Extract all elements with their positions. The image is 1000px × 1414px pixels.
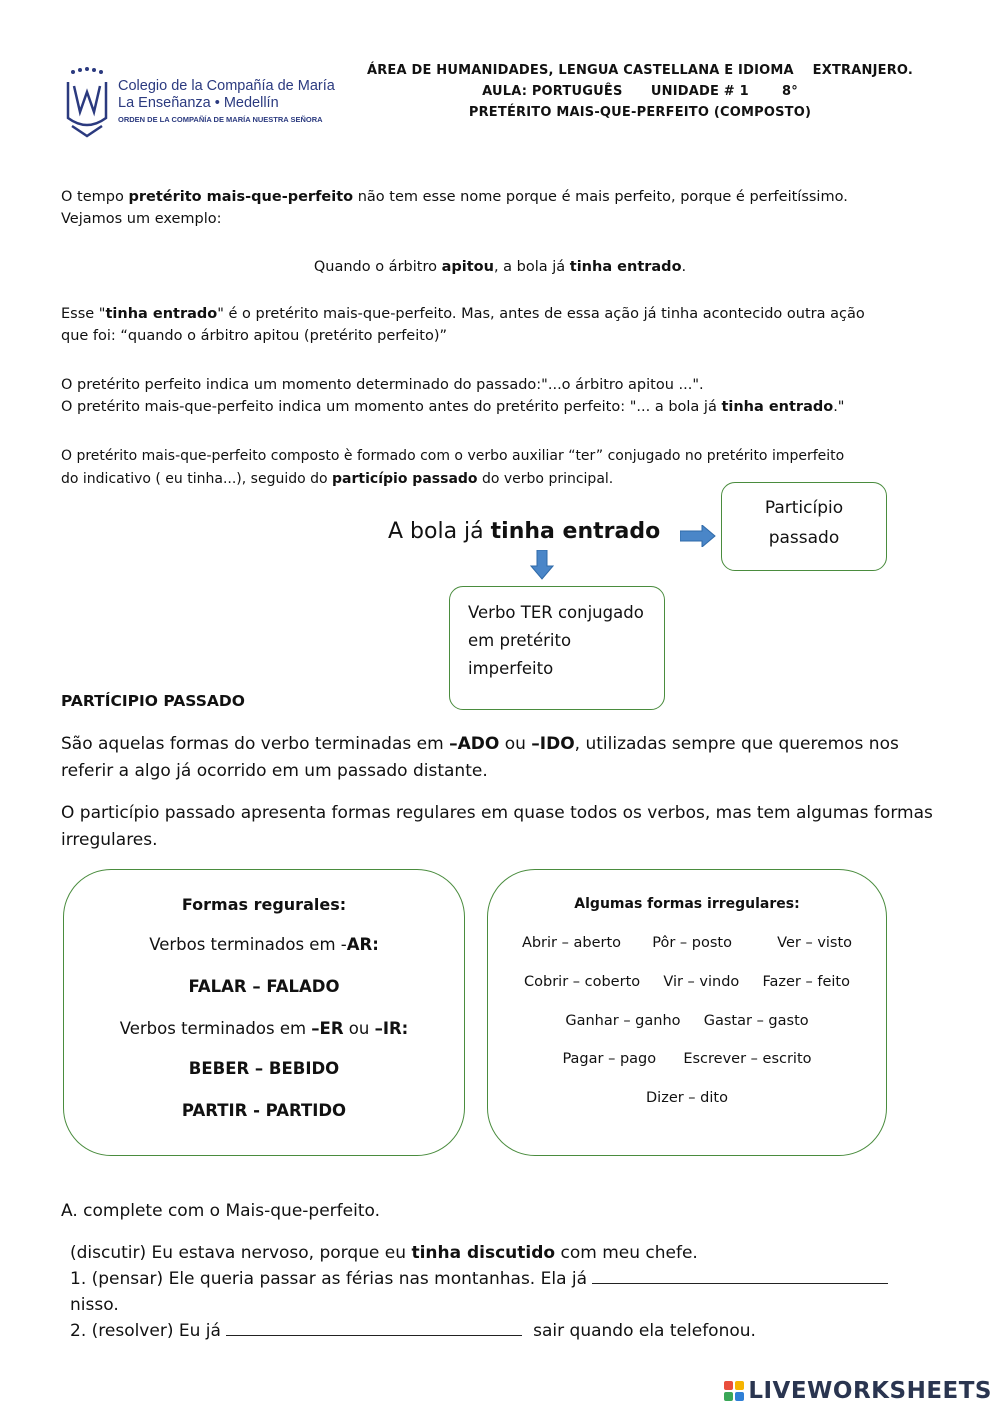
intro-paragraph-2: Esse "tinha entrado" é o pretérito mais-que-perfeito. Mas, antes de essa ação já tinha acontecido outra ação que foi: “quando o árbitro apitou (pretérito perfeito)”: [61, 306, 865, 344]
intro-paragraph-4: O pretérito mais-que-perfeito composto è formado com o verbo auxiliar “ter” conjugado no pretérito imperfeito do indicativo ( eu tinha...), seguido do particípio passado do verbo principal.: [61, 448, 845, 487]
header-course: AULA: PORTUGUÊS UNIDADE # 1 8°: [482, 84, 798, 99]
irregular-item: Fazer – feito: [762, 974, 850, 990]
regular-example-beber: BEBER – BEBIDO: [188, 1059, 340, 1078]
liveworksheets-logo: [724, 1378, 992, 1404]
exercise-question-2: 2. (resolver) Eu já sair quando ela telefonou.: [70, 1321, 756, 1341]
participio-paragraph-2: O particípio passado apresenta formas regulares em quase todos os verbos, mas tem algumas formas irregulares.: [61, 803, 933, 850]
regular-example-partir: PARTIR - PARTIDO: [181, 1101, 347, 1120]
diagram-sentence: A bola já tinha entrado: [388, 519, 661, 544]
header-topic: PRETÉRITO MAIS-QUE-PERFEITO (COMPOSTO): [468, 105, 812, 120]
irregular-row-3: [488, 1009, 886, 1033]
logo-line-1: Colegio de la Compañía de María: [118, 78, 335, 94]
header-block: [320, 60, 960, 123]
liveworksheets-icon: [724, 1381, 744, 1401]
irregular-item: Pagar – pago: [562, 1051, 657, 1067]
irregular-item: Dizer – dito: [646, 1090, 728, 1106]
participio-box: [721, 482, 887, 571]
right-arrow-icon: [680, 525, 716, 547]
irregular-forms-title: Algumas formas irregulares:: [574, 896, 800, 912]
school-logo: [62, 62, 335, 140]
regular-forms-box: [63, 869, 465, 1156]
irregular-item: Ver – visto: [777, 935, 853, 951]
participio-paragraph-1: São aquelas formas do verbo terminadas em –ADO ou –IDO, utilizadas sempre que queremos nos referir a algo já ocorrido em um passado distante.: [61, 734, 899, 781]
answer-blank-1[interactable]: [592, 1283, 888, 1284]
regular-forms-title: Formas regurales:: [181, 895, 347, 914]
logo-line-3: ORDEN DE LA COMPAÑÍA DE MARÍA NUESTRA SEÑORA: [118, 115, 323, 124]
intro-paragraph-1: O tempo pretérito mais-que-perfeito não tem esse nome porque é mais perfeito, porque é perfeitíssimo. Vejamos um exemplo:: [61, 189, 848, 227]
answer-blank-2[interactable]: [226, 1335, 522, 1336]
liveworksheets-brand: LIVEWORKSHEETS: [748, 1378, 992, 1404]
irregular-row-1: [488, 931, 886, 955]
irregular-item: Cobrir – coberto: [524, 974, 641, 990]
exercise-example: (discutir) Eu estava nervoso, porque eu tinha discutido com meu chefe.: [70, 1243, 698, 1263]
verbo-ter-box: [449, 586, 665, 710]
irregular-item: Abrir – aberto: [521, 935, 622, 951]
irregular-forms-box: [487, 869, 887, 1156]
irregular-item: Gastar – gasto: [703, 1013, 809, 1029]
logo-line-2: La Enseñanza • Medellín: [118, 95, 279, 111]
exercise-instruction: A. complete com o Mais-que-perfeito.: [61, 1201, 380, 1221]
verbo-ter-box-label: Verbo TER conjugado em pretérito imperfeito: [468, 603, 644, 678]
header-area: ÁREA DE HUMANIDADES, LENGUA CASTELLANA E IDIOMA EXTRANJERO.: [366, 63, 914, 78]
exercise-block: [70, 1240, 950, 1344]
irregular-row-5: [488, 1086, 886, 1110]
irregular-item: Pôr – posto: [652, 935, 732, 951]
irregular-item: Escrever – escrito: [683, 1051, 812, 1067]
irregular-row-4: [488, 1047, 886, 1071]
exercise-question-1-end: nisso.: [70, 1295, 119, 1315]
regular-example-falar: FALAR – FALADO: [188, 977, 340, 996]
school-crest-icon: [64, 66, 110, 138]
regular-er-ir-label: Verbos terminados em –ER ou –IR:: [119, 1019, 409, 1038]
intro-paragraph-3: O pretérito perfeito indica um momento determinado do passado:"...o árbitro apitou ...". O pretérito mais-que-perfeito indica um momento antes do pretérito perfeito: "... a bola já tinha entrado.": [61, 377, 845, 415]
example-sentence: Quando o árbitro apitou, a bola já tinha entrado.: [313, 259, 687, 275]
irregular-item: Ganhar – ganho: [565, 1013, 681, 1029]
irregular-row-2: [488, 970, 886, 994]
irregular-item: Vir – vindo: [663, 974, 740, 990]
participio-box-label: Particípio passado: [764, 498, 844, 548]
participio-heading: PARTÍCIPIO PASSADO: [61, 692, 245, 710]
down-arrow-icon: [530, 550, 554, 580]
exercise-question-1: 1. (pensar) Ele queria passar as férias nas montanhas. Ela já: [70, 1266, 950, 1292]
regular-ar-label: Verbos terminados em -AR:: [149, 935, 379, 954]
